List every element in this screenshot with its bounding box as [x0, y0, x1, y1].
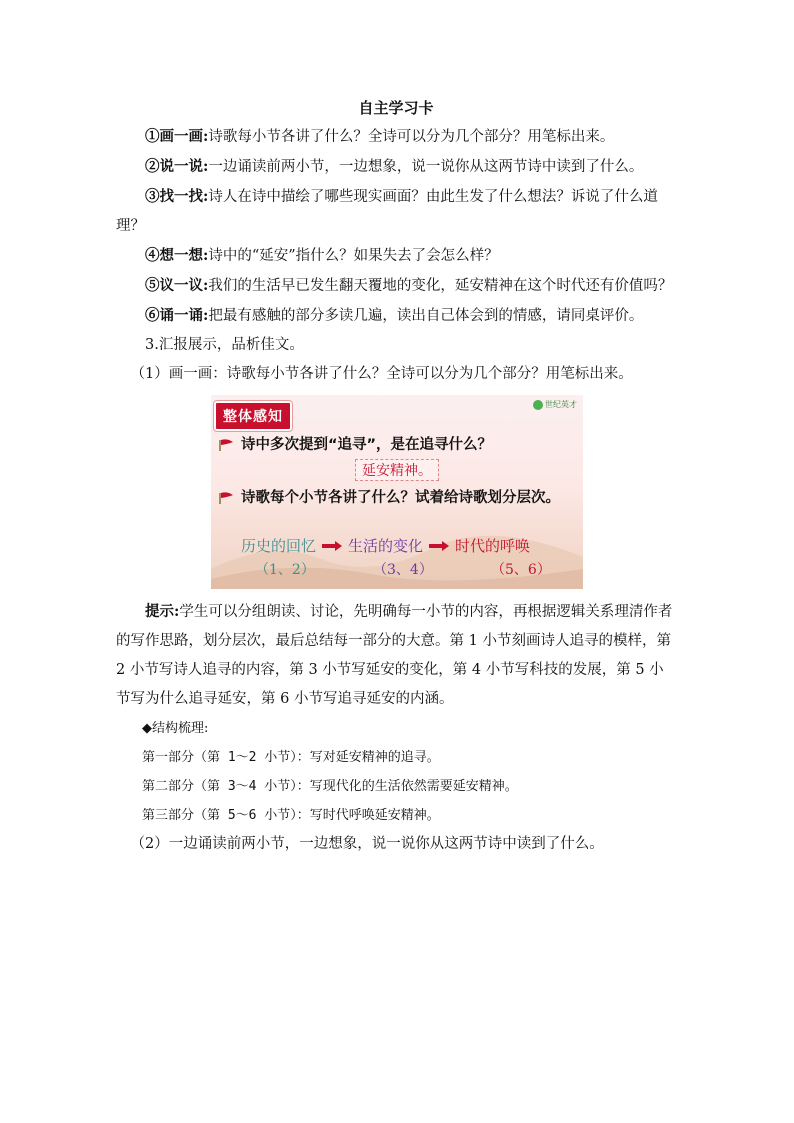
document-page	[116, 96, 676, 859]
task-1	[116, 122, 676, 152]
task-text: 我们的生活早已发生翻天覆地的变化，延安精神在这个时代还有价值吗？	[208, 278, 673, 294]
task-label: ⑤议一议:	[145, 277, 209, 294]
task-text: 把最有感触的部分多读几遍，读出自己体会到的情感，请同桌评价。	[208, 308, 644, 324]
flow-num-1: （1、2）	[255, 562, 315, 578]
flow-num-2: （3、4）	[373, 562, 433, 578]
slide-image	[211, 395, 583, 589]
task-5	[116, 271, 676, 301]
task-label: ③找一找:	[145, 188, 209, 205]
logo-text: 世纪英才	[545, 400, 577, 409]
page-title: 自主学习卡	[358, 99, 434, 117]
flow-step-3: 时代的呼唤	[455, 537, 531, 555]
structure-flow	[241, 535, 530, 556]
slide-question-1	[219, 433, 492, 454]
task-3	[116, 182, 676, 241]
task-4	[116, 241, 676, 271]
flow-num-3: （5、6）	[491, 562, 551, 578]
logo-icon	[533, 400, 543, 410]
arrow-right-icon	[429, 541, 449, 551]
structure-item-2: 第二部分（第 3～4 小节）：写现代化的生活依然需要延安精神。	[142, 779, 518, 794]
task-text: 一边诵读前两小节，一边想象，说一说你从这两节诗中读到了什么。	[208, 159, 644, 175]
task-label: ⑥诵一诵:	[145, 307, 209, 324]
question-1: （1）画一画：诗歌每小节各讲了什么？全诗可以分为几个部分？用笔标出来。	[130, 366, 633, 382]
publisher-logo	[533, 399, 577, 410]
task-label: ④想一想:	[145, 247, 209, 264]
flow-step-2: 生活的变化	[348, 537, 424, 555]
hint-paragraph	[116, 597, 676, 714]
flow-step-1: 历史的回忆	[241, 537, 317, 555]
slide-answer-1: 延安精神。	[355, 459, 439, 481]
arrow-right-icon	[322, 541, 342, 551]
task-label: ②说一说:	[145, 158, 209, 175]
structure-title: ◆结构梳理:	[142, 721, 209, 736]
task-2	[116, 152, 676, 182]
hint-label: 提示:	[145, 603, 180, 620]
task-label: ①画一画:	[145, 128, 209, 145]
hint-text: 学生可以分组朗读、讨论，先明确每一小节的内容，再根据逻辑关系理清作者的写作思路，划分层次，最后总结每一部分的大意。第 1 小节刻画诗人追寻的模样，第 2 小节写诗人追寻的内容，第 3 小节写延安的变化，第 4 小节写科技的发展，第 5 小节写为什么追寻延安，第 6 小节写追寻延安的内涵。	[116, 604, 673, 707]
section-heading: 3.汇报展示，品析佳文。	[145, 337, 304, 353]
slide-question-1-text: 诗中多次提到“追寻”，是在追寻什么？	[241, 437, 493, 453]
slide-badge: 整体感知	[214, 401, 292, 431]
task-text: 诗歌每小节各讲了什么？全诗可以分为几个部分？用笔标出来。	[208, 129, 615, 145]
slide-question-2-text: 诗歌每个小节各讲了什么？试着给诗歌划分层次。	[241, 490, 560, 506]
slide-question-2	[219, 487, 569, 509]
task-6	[116, 301, 676, 331]
red-flag-icon	[219, 439, 235, 451]
question-2: （2）一边诵读前两小节，一边想象，说一说你从这两节诗中读到了什么。	[130, 836, 604, 852]
task-text: 诗人在诗中描绘了哪些现实画面？由此生发了什么想法？诉说了什么道理？	[116, 189, 658, 234]
red-flag-icon	[219, 492, 235, 504]
structure-item-1: 第一部分（第 1～2 小节）：写对延安精神的追寻。	[142, 750, 440, 765]
structure-item-3: 第三部分（第 5～6 小节）：写时代呼唤延安精神。	[142, 808, 440, 823]
task-text: 诗中的“延安”指什么？如果失去了会怎么样？	[208, 248, 499, 264]
